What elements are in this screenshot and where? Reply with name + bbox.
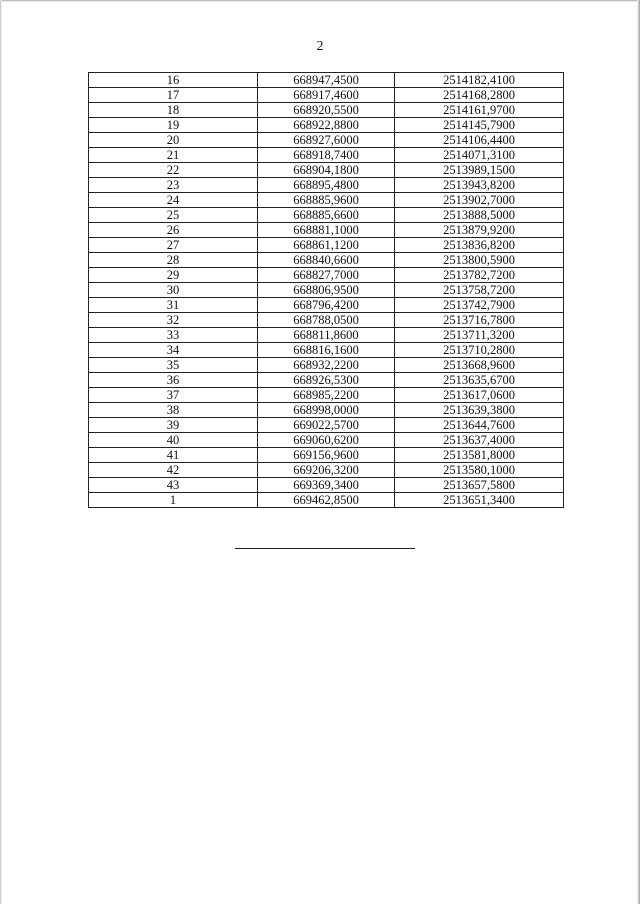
table-row (89, 223, 564, 238)
point-number-cell: 42 (89, 463, 258, 478)
y-coordinate-cell: 2513580,1000 (395, 463, 564, 478)
y-coordinate-cell: 2513800,5900 (395, 253, 564, 268)
point-number-cell: 28 (89, 253, 258, 268)
table-row (89, 478, 564, 493)
y-coordinate-cell: 2513716,7800 (395, 313, 564, 328)
y-coordinate-cell: 2513635,6700 (395, 373, 564, 388)
point-number-cell: 19 (89, 118, 258, 133)
point-number-cell: 39 (89, 418, 258, 433)
point-number-cell: 27 (89, 238, 258, 253)
x-coordinate-cell: 669156,9600 (258, 448, 395, 463)
x-coordinate-cell: 668885,9600 (258, 193, 395, 208)
y-coordinate-cell: 2514168,2800 (395, 88, 564, 103)
table-row (89, 493, 564, 508)
x-coordinate-cell: 668998,0000 (258, 403, 395, 418)
x-coordinate-cell: 668904,1800 (258, 163, 395, 178)
point-number-cell: 37 (89, 388, 258, 403)
point-number-cell: 25 (89, 208, 258, 223)
table-row (89, 148, 564, 163)
y-coordinate-cell: 2513782,7200 (395, 268, 564, 283)
table-row (89, 433, 564, 448)
x-coordinate-cell: 669369,3400 (258, 478, 395, 493)
y-coordinate-cell: 2513581,8000 (395, 448, 564, 463)
y-coordinate-cell: 2513989,1500 (395, 163, 564, 178)
x-coordinate-cell: 668811,8600 (258, 328, 395, 343)
table-row (89, 193, 564, 208)
table-row (89, 343, 564, 358)
table-row (89, 133, 564, 148)
point-number-cell: 31 (89, 298, 258, 313)
x-coordinate-cell: 669206,3200 (258, 463, 395, 478)
table-row (89, 313, 564, 328)
table-row (89, 373, 564, 388)
point-number-cell: 30 (89, 283, 258, 298)
x-coordinate-cell: 668922,8800 (258, 118, 395, 133)
x-coordinate-cell: 668932,2200 (258, 358, 395, 373)
table-row (89, 463, 564, 478)
point-number-cell: 26 (89, 223, 258, 238)
table-row (89, 238, 564, 253)
point-number-cell: 21 (89, 148, 258, 163)
point-number-cell: 17 (89, 88, 258, 103)
y-coordinate-cell: 2513943,8200 (395, 178, 564, 193)
point-number-cell: 35 (89, 358, 258, 373)
x-coordinate-cell: 668985,2200 (258, 388, 395, 403)
point-number-cell: 16 (89, 73, 258, 88)
y-coordinate-cell: 2514071,3100 (395, 148, 564, 163)
x-coordinate-cell: 668806,9500 (258, 283, 395, 298)
point-number-cell: 29 (89, 268, 258, 283)
table-row (89, 448, 564, 463)
table-row (89, 298, 564, 313)
table-row (89, 253, 564, 268)
point-number-cell: 20 (89, 133, 258, 148)
scan-edge-top (0, 0, 640, 2)
x-coordinate-cell: 668926,5300 (258, 373, 395, 388)
table-row (89, 283, 564, 298)
point-number-cell: 34 (89, 343, 258, 358)
x-coordinate-cell: 668885,6600 (258, 208, 395, 223)
table-row (89, 358, 564, 373)
y-coordinate-cell: 2514145,7900 (395, 118, 564, 133)
x-coordinate-cell: 668840,6600 (258, 253, 395, 268)
y-coordinate-cell: 2513710,2800 (395, 343, 564, 358)
y-coordinate-cell: 2513617,0600 (395, 388, 564, 403)
page-number: 2 (316, 39, 324, 54)
y-coordinate-cell: 2513902,7000 (395, 193, 564, 208)
y-coordinate-cell: 2513637,4000 (395, 433, 564, 448)
point-number-cell: 32 (89, 313, 258, 328)
x-coordinate-cell: 669462,8500 (258, 493, 395, 508)
point-number-cell: 33 (89, 328, 258, 343)
y-coordinate-cell: 2513644,7600 (395, 418, 564, 433)
y-coordinate-cell: 2514161,9700 (395, 103, 564, 118)
y-coordinate-cell: 2513711,3200 (395, 328, 564, 343)
y-coordinate-cell: 2513657,5800 (395, 478, 564, 493)
point-number-cell: 38 (89, 403, 258, 418)
table-row (89, 208, 564, 223)
x-coordinate-cell: 668918,7400 (258, 148, 395, 163)
point-number-cell: 40 (89, 433, 258, 448)
y-coordinate-cell: 2513836,8200 (395, 238, 564, 253)
end-of-table-rule (235, 548, 415, 549)
table-row (89, 418, 564, 433)
x-coordinate-cell: 668788,0500 (258, 313, 395, 328)
y-coordinate-cell: 2513639,3800 (395, 403, 564, 418)
table-row (89, 178, 564, 193)
point-number-cell: 18 (89, 103, 258, 118)
table-row (89, 163, 564, 178)
y-coordinate-cell: 2513758,7200 (395, 283, 564, 298)
table-row (89, 388, 564, 403)
x-coordinate-cell: 668920,5500 (258, 103, 395, 118)
table-row (89, 268, 564, 283)
table-row (89, 403, 564, 418)
y-coordinate-cell: 2513651,3400 (395, 493, 564, 508)
y-coordinate-cell: 2513742,7900 (395, 298, 564, 313)
x-coordinate-cell: 669060,6200 (258, 433, 395, 448)
x-coordinate-cell: 668947,4500 (258, 73, 395, 88)
x-coordinate-cell: 668861,1200 (258, 238, 395, 253)
x-coordinate-cell: 668927,6000 (258, 133, 395, 148)
y-coordinate-cell: 2513879,9200 (395, 223, 564, 238)
table-row (89, 118, 564, 133)
point-number-cell: 23 (89, 178, 258, 193)
y-coordinate-cell: 2513668,9600 (395, 358, 564, 373)
y-coordinate-cell: 2514106,4400 (395, 133, 564, 148)
point-number-cell: 36 (89, 373, 258, 388)
x-coordinate-cell: 668895,4800 (258, 178, 395, 193)
x-coordinate-cell: 668816,1600 (258, 343, 395, 358)
point-number-cell: 41 (89, 448, 258, 463)
scan-edge-left (0, 0, 2, 904)
x-coordinate-cell: 668827,7000 (258, 268, 395, 283)
table-row (89, 88, 564, 103)
x-coordinate-cell: 669022,5700 (258, 418, 395, 433)
point-number-cell: 24 (89, 193, 258, 208)
table-row (89, 73, 564, 88)
x-coordinate-cell: 668917,4600 (258, 88, 395, 103)
coordinates-table (88, 72, 564, 508)
point-number-cell: 1 (89, 493, 258, 508)
x-coordinate-cell: 668881,1000 (258, 223, 395, 238)
y-coordinate-cell: 2514182,4100 (395, 73, 564, 88)
point-number-cell: 43 (89, 478, 258, 493)
table-row (89, 103, 564, 118)
point-number-cell: 22 (89, 163, 258, 178)
y-coordinate-cell: 2513888,5000 (395, 208, 564, 223)
x-coordinate-cell: 668796,4200 (258, 298, 395, 313)
coordinates-table-body (89, 73, 564, 508)
table-row (89, 328, 564, 343)
